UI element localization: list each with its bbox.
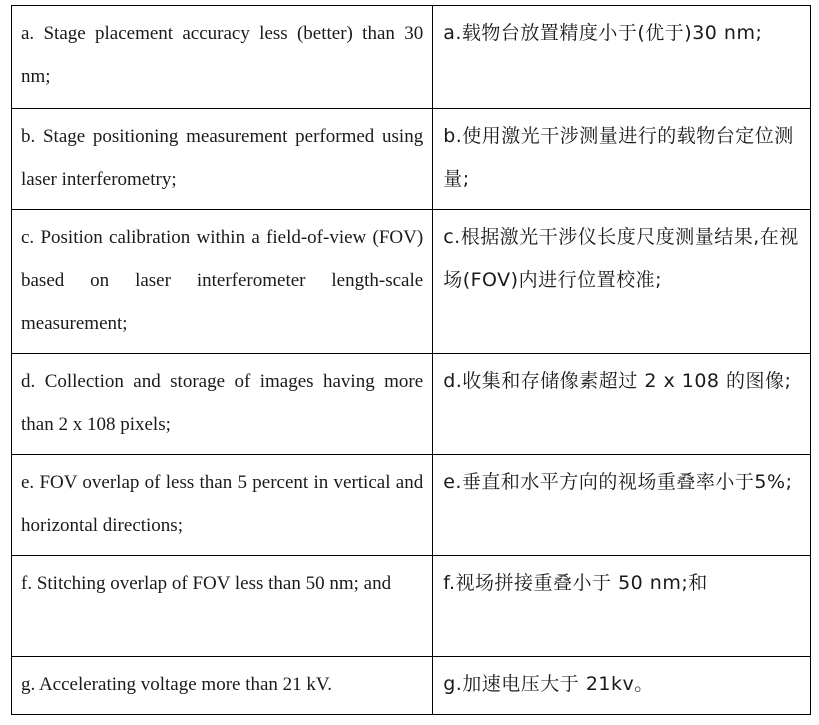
chinese-cell: a.载物台放置精度小于(优于)30 nm; [433,6,811,109]
table-row [12,657,811,715]
english-cell: c. Position calibration within a field-of-view (FOV) based on laser interferometer length-scale measurement; [12,210,433,354]
chinese-cell: c.根据激光干涉仪长度尺度测量结果,在视场(FOV)内进行位置校准; [433,210,811,354]
table-row [12,109,811,210]
spec-table [11,5,811,715]
chinese-cell: d.收集和存储像素超过 2 x 108 的图像; [433,354,811,455]
chinese-cell: f.视场拼接重叠小于 50 nm;和 [433,556,811,657]
table-row [12,210,811,354]
chinese-cell: g.加速电压大于 21kv。 [433,657,811,715]
english-cell: b. Stage positioning measurement performed using laser interferometry; [12,109,433,210]
table-row [12,6,811,109]
chinese-cell: b.使用激光干涉测量进行的载物台定位测量; [433,109,811,210]
english-cell: e. FOV overlap of less than 5 percent in vertical and horizontal directions; [12,455,433,556]
table-row [12,455,811,556]
chinese-cell: e.垂直和水平方向的视场重叠率小于5%; [433,455,811,556]
table-row [12,556,811,657]
table-row [12,354,811,455]
english-cell: a. Stage placement accuracy less (better) than 30 nm; [12,6,433,109]
english-cell: g. Accelerating voltage more than 21 kV. [12,657,433,715]
english-cell: d. Collection and storage of images having more than 2 x 108 pixels; [12,354,433,455]
english-cell: f. Stitching overlap of FOV less than 50 nm; and [12,556,433,657]
